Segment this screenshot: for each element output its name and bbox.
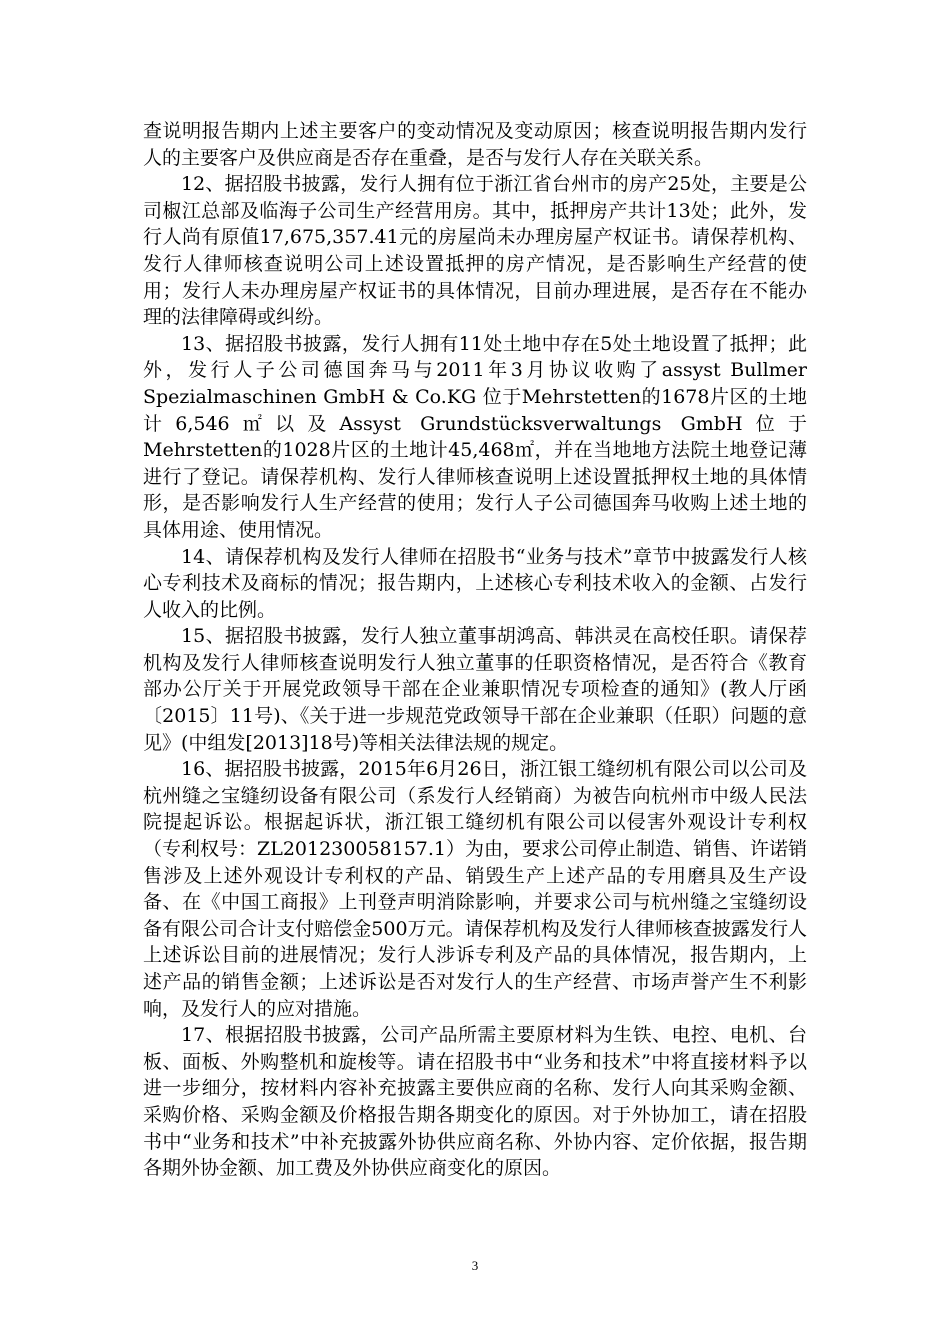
paragraph-continuation: 查说明报告期内上述主要客户的变动情况及变动原因；核查说明报告期内发行人的主要客户及供应商是否存在重叠，是否与发行人存在关联关系。	[143, 120, 807, 169]
page-number: 3	[471, 1258, 479, 1273]
paragraph-item-15: 15、据招股书披露，发行人独立董事胡鸿高、韩洪灵在高校任职。请保荐机构及发行人律师核查说明发行人独立董事的任职资格情况，是否符合《教育部办公厅关于开展党政领导干部在企业兼职情况专项检查的通知》(教人厅函〔2015〕11号)、《关于进一步规范党政领导干部在企业兼职（任职）问题的意见》(中组发[2013]18号)等相关法律法规的规定。	[143, 625, 807, 754]
paragraph-item-14: 14、请保荐机构及发行人律师在招股书“业务与技术”章节中披露发行人核心专利技术及商标的情况；报告期内，上述核心专利技术收入的金额、占发行人收入的比例。	[143, 545, 807, 621]
paragraph-item-16: 16、据招股书披露，2015年6月26日，浙江银工缝纫机有限公司以公司及杭州缝之宝缝纫设备有限公司（系发行人经销商）为被告向杭州市中级人民法院提起诉讼。根据起诉状，浙江银工缝纫机有限公司以侵害外观设计专利权（专利权号：ZL201230058157.1）为由，要求公司停止制造、销售、许诺销售涉及上述外观设计专利权的产品、销毁生产上述产品的专用磨具及生产设备、在《中国工商报》上刊登声明消除影响，并要求公司与杭州缝之宝缝纫设备有限公司合计支付赔偿金500万元。请保荐机构及发行人律师核查披露发行人上述诉讼目前的进展情况；发行人涉诉专利及产品的具体情况，报告期内，上述产品的销售金额；上述诉讼是否对发行人的生产经营、市场声誉产生不利影响，及发行人的应对措施。	[143, 758, 808, 1020]
paragraph-item-17: 17、根据招股书披露，公司产品所需主要原材料为生铁、电控、电机、台板、面板、外购整机和旋梭等。请在招股书中“业务和技术”中将直接材料予以进一步细分，按材料内容补充披露主要供应商的名称、发行人向其采购金额、采购价格、采购金额及价格报告期各期变化的原因。对于外协加工，请在招股书中“业务和技术”中补充披露外协供应商名称、外协内容、定价依据，报告期各期外协金额、加工费及外协供应商变化的原因。	[143, 1024, 807, 1180]
document-body	[143, 118, 807, 1182]
paragraph-item-12: 12、据招股书披露，发行人拥有位于浙江省台州市的房产25处，主要是公司椒江总部及临海子公司生产经营用房。其中，抵押房产共计13处；此外，发行人尚有原值17,675,357.41元的房屋尚未办理房屋产权证书。请保荐机构、发行人律师核查说明公司上述设置抵押的房产情况，是否影响生产经营的使用；发行人未办理房屋产权证书的具体情况，目前办理进展，是否存在不能办理的法律障碍或纠纷。	[143, 173, 807, 329]
paragraph-item-13: 13、据招股书披露，发行人拥有11处土地中存在5处土地设置了抵押；此外，发行人子公司德国奔马与2011年3月协议收购了assyst Bullmer Spezialmaschinen GmbH & Co.KG 位于Mehrstetten的1678片区的土地计6,546㎡以及Assyst Grundstücksverwaltungs GmbH位于Mehrstetten的1028片区的土地计45,468㎡，并在当地地方法院土地登记薄进行了登记。请保荐机构、发行人律师核查说明上述设置抵押权土地的具体情形，是否影响发行人生产经营的使用；发行人子公司德国奔马收购上述土地的具体用途、使用情况。	[143, 332, 807, 541]
